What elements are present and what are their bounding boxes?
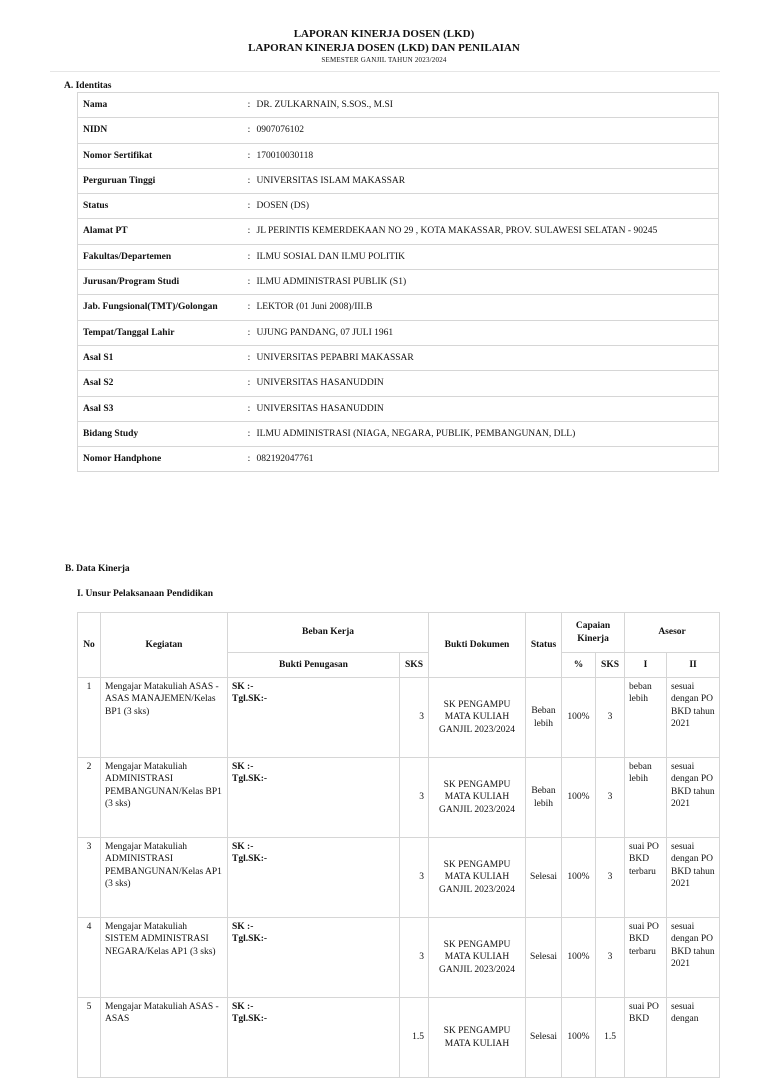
row-bukti-penugasan bbox=[228, 678, 400, 758]
row-persen: 100% bbox=[562, 678, 596, 758]
header-persen: % bbox=[562, 653, 596, 678]
table-row bbox=[78, 838, 720, 918]
row-asesor-2: sesuai dengan PO BKD tahun 2021 bbox=[667, 838, 720, 918]
row-bukti-dokumen: SK PENGAMPU MATA KULIAH GANJIL 2023/2024 bbox=[429, 678, 526, 758]
identitas-row bbox=[78, 118, 719, 143]
row-no: 4 bbox=[78, 918, 101, 998]
row-bukti-penugasan bbox=[228, 838, 400, 918]
identitas-value: DR. ZULKARNAIN, S.SOS., M.SI bbox=[257, 93, 719, 118]
row-persen: 100% bbox=[562, 998, 596, 1078]
row-kegiatan: Mengajar Matakuliah ASAS - ASAS MANAJEMEN/Kelas BP1 (3 sks) bbox=[101, 678, 228, 758]
row-sks: 3 bbox=[400, 918, 429, 998]
row-persen: 100% bbox=[562, 838, 596, 918]
identitas-row bbox=[78, 371, 719, 396]
identitas-label: Jab. Fungsional(TMT)/Golongan bbox=[78, 295, 242, 320]
identitas-row bbox=[78, 194, 719, 219]
row-sks: 3 bbox=[400, 838, 429, 918]
row-status: Beban lebih bbox=[526, 758, 562, 838]
identitas-label: NIDN bbox=[78, 118, 242, 143]
row-asesor-2: sesuai dengan PO BKD tahun 2021 bbox=[667, 758, 720, 838]
colon: : bbox=[242, 270, 257, 295]
colon: : bbox=[242, 320, 257, 345]
row-status: Selesai bbox=[526, 918, 562, 998]
row-asesor-2: sesuai dengan PO BKD tahun 2021 bbox=[667, 918, 720, 998]
row-sks-capaian: 3 bbox=[596, 918, 625, 998]
identitas-label: Asal S1 bbox=[78, 345, 242, 370]
identitas-value: DOSEN (DS) bbox=[257, 194, 719, 219]
header-kegiatan: Kegiatan bbox=[101, 613, 228, 678]
row-asesor-1: suai PO BKD terbaru bbox=[625, 918, 667, 998]
colon: : bbox=[242, 345, 257, 370]
row-status: Selesai bbox=[526, 838, 562, 918]
identitas-value: UNIVERSITAS ISLAM MAKASSAR bbox=[257, 168, 719, 193]
row-bukti-dokumen: SK PENGAMPU MATA KULIAH GANJIL 2023/2024 bbox=[429, 918, 526, 998]
row-no: 5 bbox=[78, 998, 101, 1078]
identitas-table bbox=[77, 92, 719, 472]
identitas-value: ILMU SOSIAL DAN ILMU POLITIK bbox=[257, 244, 719, 269]
tgl-sk-label: Tgl.SK:- bbox=[232, 1014, 268, 1025]
row-status: Selesai bbox=[526, 998, 562, 1078]
header-sks-capaian: SKS bbox=[596, 653, 625, 678]
row-sks-capaian: 1.5 bbox=[596, 998, 625, 1078]
sk-label: SK :- bbox=[232, 842, 254, 852]
row-no: 3 bbox=[78, 838, 101, 918]
identitas-row bbox=[78, 447, 719, 472]
row-sks-capaian: 3 bbox=[596, 758, 625, 838]
row-asesor-1: beban lebih bbox=[625, 678, 667, 758]
tgl-sk-label: Tgl.SK:- bbox=[232, 694, 268, 705]
identitas-value: 082192047761 bbox=[257, 447, 719, 472]
row-asesor-1: beban lebih bbox=[625, 758, 667, 838]
row-sks: 3 bbox=[400, 758, 429, 838]
header-no: No bbox=[78, 613, 101, 678]
identitas-value: JL PERINTIS KEMERDEKAAN NO 29 , KOTA MAKASSAR, PROV. SULAWESI SELATAN - 90245 bbox=[257, 219, 719, 244]
row-asesor-2: sesuai dengan bbox=[667, 998, 720, 1078]
colon: : bbox=[242, 396, 257, 421]
identitas-label: Nomor Sertifikat bbox=[78, 143, 242, 168]
row-persen: 100% bbox=[562, 918, 596, 998]
header-bukti-penugasan: Bukti Penugasan bbox=[228, 653, 400, 678]
identitas-label: Alamat PT bbox=[78, 219, 242, 244]
header-capaian: Capaian Kinerja bbox=[562, 613, 625, 653]
identitas-value: 170010030118 bbox=[257, 143, 719, 168]
row-sks-capaian: 3 bbox=[596, 678, 625, 758]
identitas-row bbox=[78, 168, 719, 193]
colon: : bbox=[242, 118, 257, 143]
header-bukti-dokumen: Bukti Dokumen bbox=[429, 613, 526, 678]
row-asesor-2: sesuai dengan PO BKD tahun 2021 bbox=[667, 678, 720, 758]
colon: : bbox=[242, 244, 257, 269]
section-kinerja-heading: B. Data Kinerja bbox=[65, 564, 130, 574]
row-bukti-penugasan bbox=[228, 918, 400, 998]
row-sks-capaian: 3 bbox=[596, 838, 625, 918]
identitas-row bbox=[78, 143, 719, 168]
identitas-label: Status bbox=[78, 194, 242, 219]
row-asesor-1: suai PO BKD bbox=[625, 998, 667, 1078]
identitas-value: UNIVERSITAS HASANUDDIN bbox=[257, 396, 719, 421]
tgl-sk-label: Tgl.SK:- bbox=[232, 774, 268, 785]
row-asesor-1: suai PO BKD terbaru bbox=[625, 838, 667, 918]
colon: : bbox=[242, 447, 257, 472]
table-row bbox=[78, 678, 720, 758]
row-sks: 3 bbox=[400, 678, 429, 758]
colon: : bbox=[242, 421, 257, 446]
section-identitas-heading: A. Identitas bbox=[64, 81, 112, 91]
semester-label: SEMESTER GANJIL TAHUN 2023/2024 bbox=[321, 55, 447, 64]
header-status: Status bbox=[526, 613, 562, 678]
identitas-row bbox=[78, 244, 719, 269]
colon: : bbox=[242, 219, 257, 244]
colon: : bbox=[242, 295, 257, 320]
sk-label: SK :- bbox=[232, 1002, 254, 1012]
row-no: 1 bbox=[78, 678, 101, 758]
row-bukti-dokumen: SK PENGAMPU MATA KULIAH bbox=[429, 998, 526, 1078]
row-persen: 100% bbox=[562, 758, 596, 838]
identitas-value: 0907076102 bbox=[257, 118, 719, 143]
identitas-label: Jurusan/Program Studi bbox=[78, 270, 242, 295]
report-title: LAPORAN KINERJA DOSEN (LKD) bbox=[293, 28, 475, 40]
row-kegiatan: Mengajar Matakuliah ADMINISTRASI PEMBANGUNAN/Kelas BP1 (3 sks) bbox=[101, 758, 228, 838]
identitas-value: ILMU ADMINISTRASI PUBLIK (S1) bbox=[257, 270, 719, 295]
header-sks: SKS bbox=[400, 653, 429, 678]
identitas-row bbox=[78, 219, 719, 244]
table-row bbox=[78, 998, 720, 1078]
table-row bbox=[78, 758, 720, 838]
header-asesor: Asesor bbox=[625, 613, 720, 653]
row-bukti-dokumen: SK PENGAMPU MATA KULIAH GANJIL 2023/2024 bbox=[429, 838, 526, 918]
identitas-row bbox=[78, 320, 719, 345]
identitas-label: Asal S3 bbox=[78, 396, 242, 421]
tgl-sk-label: Tgl.SK:- bbox=[232, 854, 268, 865]
row-bukti-penugasan bbox=[228, 758, 400, 838]
row-kegiatan: Mengajar Matakuliah ADMINISTRASI PEMBANGUNAN/Kelas AP1 (3 sks) bbox=[101, 838, 228, 918]
report-subtitle: LAPORAN KINERJA DOSEN (LKD) DAN PENILAIAN bbox=[248, 42, 520, 55]
colon: : bbox=[242, 371, 257, 396]
identitas-label: Nama bbox=[78, 93, 242, 118]
kinerja-table bbox=[77, 612, 720, 1078]
identitas-label: Asal S2 bbox=[78, 371, 242, 396]
identitas-value: ILMU ADMINISTRASI (NIAGA, NEGARA, PUBLIK, PEMBANGUNAN, DLL) bbox=[257, 421, 719, 446]
row-no: 2 bbox=[78, 758, 101, 838]
identitas-label: Perguruan Tinggi bbox=[78, 168, 242, 193]
header-asesor-1: I bbox=[625, 653, 667, 678]
identitas-row bbox=[78, 295, 719, 320]
identitas-label: Tempat/Tanggal Lahir bbox=[78, 320, 242, 345]
section-pendidikan-heading: I. Unsur Pelaksanaan Pendidikan bbox=[77, 589, 214, 599]
row-kegiatan: Mengajar Matakuliah ASAS - ASAS bbox=[101, 998, 228, 1078]
sk-label: SK :- bbox=[232, 682, 254, 692]
colon: : bbox=[242, 168, 257, 193]
identitas-value: UNIVERSITAS PEPABRI MAKASSAR bbox=[257, 345, 719, 370]
sk-label: SK :- bbox=[232, 922, 254, 932]
row-status: Beban lebih bbox=[526, 678, 562, 758]
identitas-row bbox=[78, 270, 719, 295]
row-bukti-dokumen: SK PENGAMPU MATA KULIAH GANJIL 2023/2024 bbox=[429, 758, 526, 838]
identitas-value: LEKTOR (01 Juni 2008)/III.B bbox=[257, 295, 719, 320]
identitas-value: UNIVERSITAS HASANUDDIN bbox=[257, 371, 719, 396]
colon: : bbox=[242, 194, 257, 219]
identitas-row bbox=[78, 93, 719, 118]
row-kegiatan: Mengajar Matakuliah SISTEM ADMINISTRASI NEGARA/Kelas AP1 (3 sks) bbox=[101, 918, 228, 998]
table-row bbox=[78, 918, 720, 998]
row-bukti-penugasan bbox=[228, 998, 400, 1078]
identitas-row bbox=[78, 396, 719, 421]
identitas-value: UJUNG PANDANG, 07 JULI 1961 bbox=[257, 320, 719, 345]
identitas-label: Nomor Handphone bbox=[78, 447, 242, 472]
row-sks: 1.5 bbox=[400, 998, 429, 1078]
identitas-label: Fakultas/Departemen bbox=[78, 244, 242, 269]
sk-label: SK :- bbox=[232, 762, 254, 772]
identitas-label: Bidang Study bbox=[78, 421, 242, 446]
header-asesor-2: II bbox=[667, 653, 720, 678]
report-header bbox=[0, 27, 768, 65]
divider bbox=[50, 71, 720, 72]
colon: : bbox=[242, 93, 257, 118]
colon: : bbox=[242, 143, 257, 168]
tgl-sk-label: Tgl.SK:- bbox=[232, 934, 268, 945]
identitas-row bbox=[78, 421, 719, 446]
identitas-row bbox=[78, 345, 719, 370]
header-beban-kerja: Beban Kerja bbox=[228, 613, 429, 653]
